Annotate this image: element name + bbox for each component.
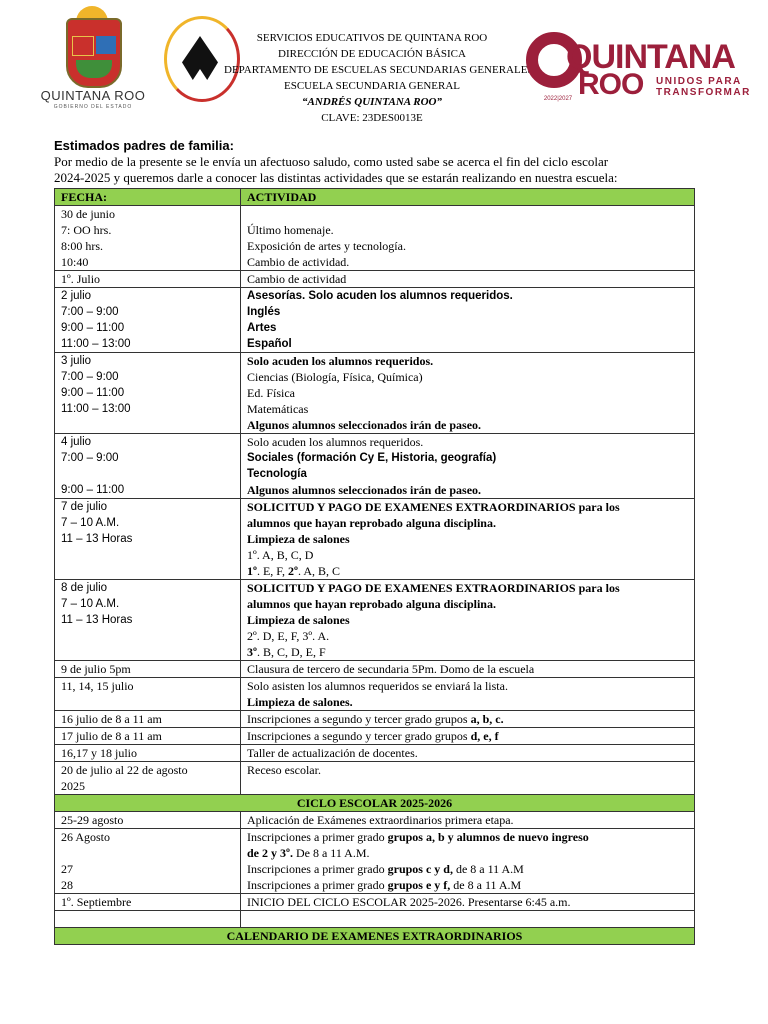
date-line: 9:00 – 11:00 (61, 387, 125, 399)
intro-text (54, 138, 714, 186)
activity-line: Solo acuden los alumnos requeridos. (247, 435, 424, 449)
activity-text: SOLICITUD Y PAGO DE EXAMENES EXTRAORDINARIOS (247, 500, 576, 514)
date-cell: 11, 14, 15 julio (55, 678, 241, 711)
activity-line: 1º. A, B, C, D (247, 548, 314, 562)
activity-text: de 8 a 11 A.M (450, 878, 522, 892)
date-cell: 1º. Julio (55, 271, 241, 288)
section-row (55, 928, 695, 945)
date-cell (55, 762, 241, 795)
date-line: 7: OO hrs. (61, 223, 112, 237)
activity-cell (241, 580, 695, 661)
activity-cell (241, 728, 695, 745)
activity-line: Solo asisten los alumnos requeridos se enviará la lista. (247, 679, 508, 693)
activity-cell (241, 499, 695, 580)
activity-line: Sociales (formación Cy E, Historia, geografía) (247, 452, 497, 464)
brand-roo: ROO (578, 68, 644, 101)
activity-text: para los (575, 581, 620, 595)
activity-line (247, 644, 688, 660)
activity-line (247, 829, 688, 845)
brand-slogan (656, 76, 756, 98)
table-row (55, 762, 695, 795)
activity-text: . B, C, D, E, F (256, 645, 326, 659)
date-line: 8 de julio (61, 582, 108, 594)
activity-cell (241, 911, 695, 928)
intro-line: 2024-2025 y queremos darle a conocer las distintas actividades que se estarán realizando en nuestra escuela: (54, 170, 618, 185)
activity-cell: Aplicación de Exámenes extraordinarios primera etapa. (241, 812, 695, 829)
activity-line (247, 563, 688, 579)
date-line: 8:00 hrs. (61, 239, 103, 253)
activity-line: alumnos que hayan reprobado alguna disciplina. (247, 516, 496, 530)
table-row (55, 728, 695, 745)
school-name: “ANDRÉS QUINTANA ROO” (302, 96, 442, 108)
school-clave: CLAVE: 23DES0013E (321, 112, 423, 124)
table-row-empty (55, 911, 695, 928)
brand-years: 2022|2027 (543, 96, 573, 102)
activity-cell (241, 353, 695, 434)
activity-line: Limpieza de salones (247, 532, 350, 546)
date-line: 7:00 – 9:00 (61, 452, 119, 464)
activity-line: Inglés (247, 306, 281, 318)
activity-line: Español (247, 338, 292, 350)
intro-line: Por medio de la presente se le envía un afectuoso saludo, como usted sabe se acerca el fin del ciclo escolar (54, 154, 609, 169)
date-line: 28 (61, 878, 73, 892)
activity-line: Último homenaje. (247, 223, 334, 237)
activity-line (247, 499, 688, 515)
date-cell (55, 206, 241, 271)
section-title: CICLO ESCOLAR 2025-2026 (55, 795, 695, 812)
slogan-line: TRANSFORMAR (656, 87, 751, 98)
date-line: 2025 (61, 779, 85, 793)
activity-cell (241, 711, 695, 728)
activity-text: Inscripciones a segundo y tercer grado grupos (247, 729, 471, 743)
activity-line: alumnos que hayan reprobado alguna disciplina. (247, 597, 496, 611)
date-line: 26 Agosto (61, 830, 111, 844)
activity-text: Inscripciones a primer grado (247, 862, 388, 876)
date-cell: 16 julio de 8 a 11 am (55, 711, 241, 728)
coat-of-arms-icon (66, 18, 122, 88)
activities-calendar-table (54, 188, 695, 945)
date-cell (55, 911, 241, 928)
date-line (61, 466, 234, 482)
activity-text: grupos a, b y alumnos de nuevo ingreso (387, 830, 589, 844)
activity-text: De 8 a 11 A.M. (292, 846, 370, 860)
date-line: 11 – 13 Horas (61, 614, 133, 626)
date-line: 2 julio (61, 290, 92, 302)
activity-cell: Clausura de tercero de secundaria 5Pm. Domo de la escuela (241, 661, 695, 678)
activity-line: Limpieza de salones. (247, 695, 353, 709)
table-row (55, 829, 695, 894)
activity-cell (241, 678, 695, 711)
date-cell: 25-29 agosto (55, 812, 241, 829)
date-cell (55, 829, 241, 894)
date-cell (55, 580, 241, 661)
activity-line: Artes (247, 322, 277, 334)
section-row (55, 795, 695, 812)
table-row (55, 580, 695, 661)
table-row (55, 271, 695, 288)
activity-cell (241, 434, 695, 499)
table-row (55, 894, 695, 911)
activity-text: Inscripciones a primer grado (247, 830, 388, 844)
activity-line: 2º. D, E, F, 3º. A. (247, 629, 330, 643)
date-line: 7 – 10 A.M. (61, 598, 120, 610)
table-row (55, 661, 695, 678)
activity-cell: Taller de actualización de docentes. (241, 745, 695, 762)
activity-text: grupos e y f, (387, 878, 451, 892)
header-line: SERVICIOS EDUCATIVOS DE QUINTANA ROO (256, 32, 488, 44)
table-row (55, 745, 695, 762)
activity-line: Algunos alumnos seleccionados irán de paseo. (247, 483, 482, 497)
date-line: 11 – 13 Horas (61, 533, 133, 545)
date-line: 20 de julio al 22 de agosto (61, 763, 188, 777)
institution-header (224, 30, 534, 126)
activity-line: Asesorías. Solo acuden los alumnos requeridos. (247, 290, 513, 302)
date-line: 9:00 – 11:00 (61, 322, 125, 334)
activity-cell: INICIO DEL CICLO ESCOLAR 2025-2026. Presentarse 6:45 a.m. (241, 894, 695, 911)
activity-line: Limpieza de salones (247, 613, 350, 627)
date-line: 7:00 – 9:00 (61, 306, 119, 318)
date-cell: 9 de julio 5pm (55, 661, 241, 678)
activity-line: Tecnología (247, 468, 307, 480)
activity-text: para los (575, 500, 620, 514)
activity-text: 3º (247, 645, 257, 659)
date-line: 7:00 – 9:00 (61, 371, 119, 383)
activity-cell (241, 206, 695, 271)
date-cell (55, 499, 241, 580)
activity-line: Cambio de actividad. (247, 255, 350, 269)
date-cell (55, 288, 241, 353)
activity-line (247, 580, 688, 596)
logo-subtext: GOBIERNO DEL ESTADO (53, 104, 133, 110)
activity-text: de 8 a 11 A.M (452, 862, 524, 876)
date-cell: 16,17 y 18 julio (55, 745, 241, 762)
table-row (55, 678, 695, 711)
section-title: CALENDARIO DE EXAMENES EXTRAORDINARIOS (55, 928, 695, 945)
table-row (55, 434, 695, 499)
activity-line: Exposición de artes y tecnología. (247, 239, 406, 253)
quintana-roo-brand-logo (520, 26, 752, 106)
date-cell (55, 434, 241, 499)
date-line: 30 de junio (61, 207, 115, 221)
header-line: ESCUELA SECUNDARIA GENERAL (283, 80, 460, 92)
state-government-logo (32, 12, 154, 110)
activity-cell: Cambio de actividad (241, 271, 695, 288)
activity-text: grupos c y d, (387, 862, 453, 876)
date-line: 3 julio (61, 355, 92, 367)
date-line: 10:40 (61, 255, 89, 269)
date-line: 4 julio (61, 436, 92, 448)
brand-quintana: QUINTANA (566, 38, 735, 76)
activity-text: Inscripciones a segundo y tercer grado grupos (247, 712, 471, 726)
activity-text: . E, F, (256, 564, 289, 578)
date-line: 11:00 – 13:00 (61, 338, 131, 350)
activity-line (247, 845, 688, 861)
table-row (55, 206, 695, 271)
activity-line: Solo acuden los alumnos requeridos. (247, 354, 434, 368)
date-cell: 17 julio de 8 a 11 am (55, 728, 241, 745)
column-header-fecha: FECHA: (55, 189, 241, 206)
header-line: DEPARTAMENTO DE ESCUELAS SECUNDARIAS GENERALES (224, 64, 534, 76)
greeting: Estimados padres de familia: (54, 138, 234, 153)
activity-text: 2º (288, 564, 298, 578)
date-line: 27 (61, 862, 73, 876)
activity-text: . A, B, C (297, 564, 340, 578)
date-cell (55, 353, 241, 434)
activity-text: 1º (247, 564, 257, 578)
table-row (55, 499, 695, 580)
activity-line: Ciencias (Biología, Física, Química) (247, 370, 423, 384)
logo-text: QUINTANA ROO (40, 88, 146, 103)
slogan-line: UNIDOS PARA (656, 76, 742, 87)
activity-line (247, 861, 688, 877)
date-line: 7 de julio (61, 501, 108, 513)
activity-line: Algunos alumnos seleccionados irán de paseo. (247, 418, 482, 432)
date-cell: 1º. Septiembre (55, 894, 241, 911)
activity-text: a, b, c. (470, 712, 504, 726)
header-line: DIRECCIÓN DE EDUCACIÓN BÁSICA (278, 48, 466, 60)
column-header-actividad: ACTIVIDAD (241, 189, 695, 206)
date-line: 9:00 – 11:00 (61, 484, 125, 496)
table-row (55, 711, 695, 728)
activity-line: Ed. Física (247, 386, 295, 400)
table-header-row (55, 189, 695, 206)
activity-text: Inscripciones a primer grado (247, 878, 388, 892)
date-line: 7 – 10 A.M. (61, 517, 120, 529)
table-row (55, 812, 695, 829)
activity-line: Matemáticas (247, 402, 309, 416)
activity-text: SOLICITUD Y PAGO DE EXAMENES EXTRAORDINARIOS (247, 581, 576, 595)
date-line (61, 845, 234, 861)
activity-text: d, e, f (470, 729, 499, 743)
activity-line (247, 206, 688, 222)
activity-line (247, 877, 688, 893)
activity-text: de 2 y 3º. (247, 846, 293, 860)
activity-cell (241, 829, 695, 894)
date-line: 11:00 – 13:00 (61, 403, 131, 415)
activity-cell: Receso escolar. (241, 762, 695, 795)
table-row (55, 353, 695, 434)
letterhead (0, 0, 768, 138)
activity-cell (241, 288, 695, 353)
table-row (55, 288, 695, 353)
